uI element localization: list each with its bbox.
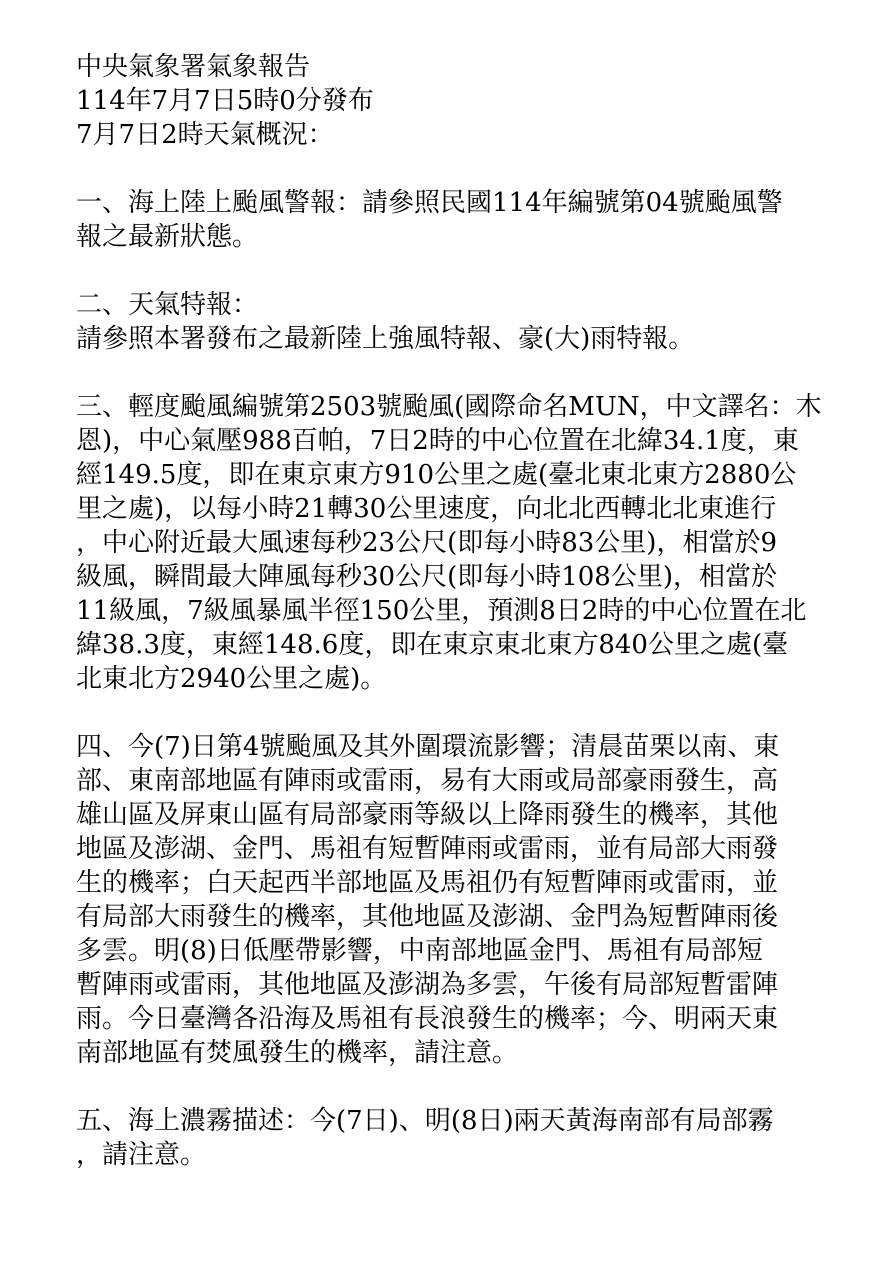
section-weather-advisory	[76, 288, 821, 356]
report-issue-time: 114年7月7日5時0分發布	[76, 86, 374, 116]
paragraph-line: 報之最新狀態。	[76, 222, 259, 252]
paragraph-line: 地區及澎湖、金門、馬祖有短暫陣雨或雷雨，並有局部大雨發	[76, 834, 779, 864]
paragraph-line: 緯38.3度，東經148.6度，即在東京東北東方840公里之處(臺	[76, 630, 789, 660]
paragraph-line: ，中心附近最大風速每秒23公尺(即每小時83公里)，相當於9	[76, 528, 777, 558]
paragraph-line: 級風，瞬間最大陣風每秒30公尺(即每小時108公里)，相當於	[76, 562, 777, 592]
paragraph-line: 部、東南部地區有陣雨或雷雨，易有大雨或局部豪雨發生，高	[76, 766, 779, 796]
section-sea-fog	[76, 1104, 821, 1172]
paragraph-line: 五、海上濃霧描述：今(7日)、明(8日)兩天黃海南部有局部霧	[76, 1106, 774, 1136]
paragraph-line: 雄山區及屏東山區有局部豪雨等級以上降雨發生的機率，其他	[76, 800, 779, 830]
paragraph-line: 有局部大雨發生的機率，其他地區及澎湖、金門為短暫陣雨後	[76, 902, 779, 932]
paragraph-line: 里之處)，以每小時21轉30公里速度，向北北西轉北北東進行	[76, 494, 777, 524]
paragraph-line: 11級風，7級風暴風半徑150公里，預測8日2時的中心位置在北	[76, 596, 807, 626]
paragraph-line: 一、海上陸上颱風警報：請參照民國114年編號第04號颱風警	[76, 188, 783, 218]
paragraph-line: 雨。今日臺灣各沿海及馬祖有長浪發生的機率；今、明兩天東	[76, 1004, 779, 1034]
section-typhoon-details	[76, 390, 821, 696]
report-overview-heading: 7月7日2時天氣概況：	[76, 120, 334, 150]
paragraph-line: 經149.5度，即在東京東方910公里之處(臺北東北東方2880公	[76, 460, 797, 490]
paragraph-line: 生的機率；白天起西半部地區及馬祖仍有短暫陣雨或雷雨，並	[76, 868, 779, 898]
paragraph-line: 四、今(7)日第4號颱風及其外圍環流影響；清晨苗栗以南、東	[76, 732, 780, 762]
paragraph-line: 三、輕度颱風編號第2503號颱風(國際命名MUN，中文譯名：木	[76, 392, 822, 422]
section-weather-forecast	[76, 730, 821, 1070]
paragraph-line: 北東北方2940公里之處)。	[76, 664, 387, 694]
paragraph-line: 多雲。明(8)日低壓帶影響，中南部地區金門、馬祖有局部短	[76, 936, 763, 966]
paragraph-line: 暫陣雨或雷雨，其他地區及澎湖為多雲，午後有局部短暫雷陣	[76, 970, 779, 1000]
report-agency-title: 中央氣象署氣象報告	[76, 52, 311, 82]
paragraph-line: 南部地區有焚風發生的機率，請注意。	[76, 1038, 519, 1068]
paragraph-line: ，請注意。	[76, 1140, 207, 1170]
paragraph-line: 恩)，中心氣壓988百帕，7日2時的中心位置在北緯34.1度，東	[76, 426, 799, 456]
paragraph-line: 二、天氣特報：	[76, 290, 259, 320]
paragraph-line: 請參照本署發布之最新陸上強風特報、豪(大)雨特報。	[76, 324, 695, 354]
weather-report-document	[76, 50, 821, 1172]
section-typhoon-warning	[76, 186, 821, 254]
